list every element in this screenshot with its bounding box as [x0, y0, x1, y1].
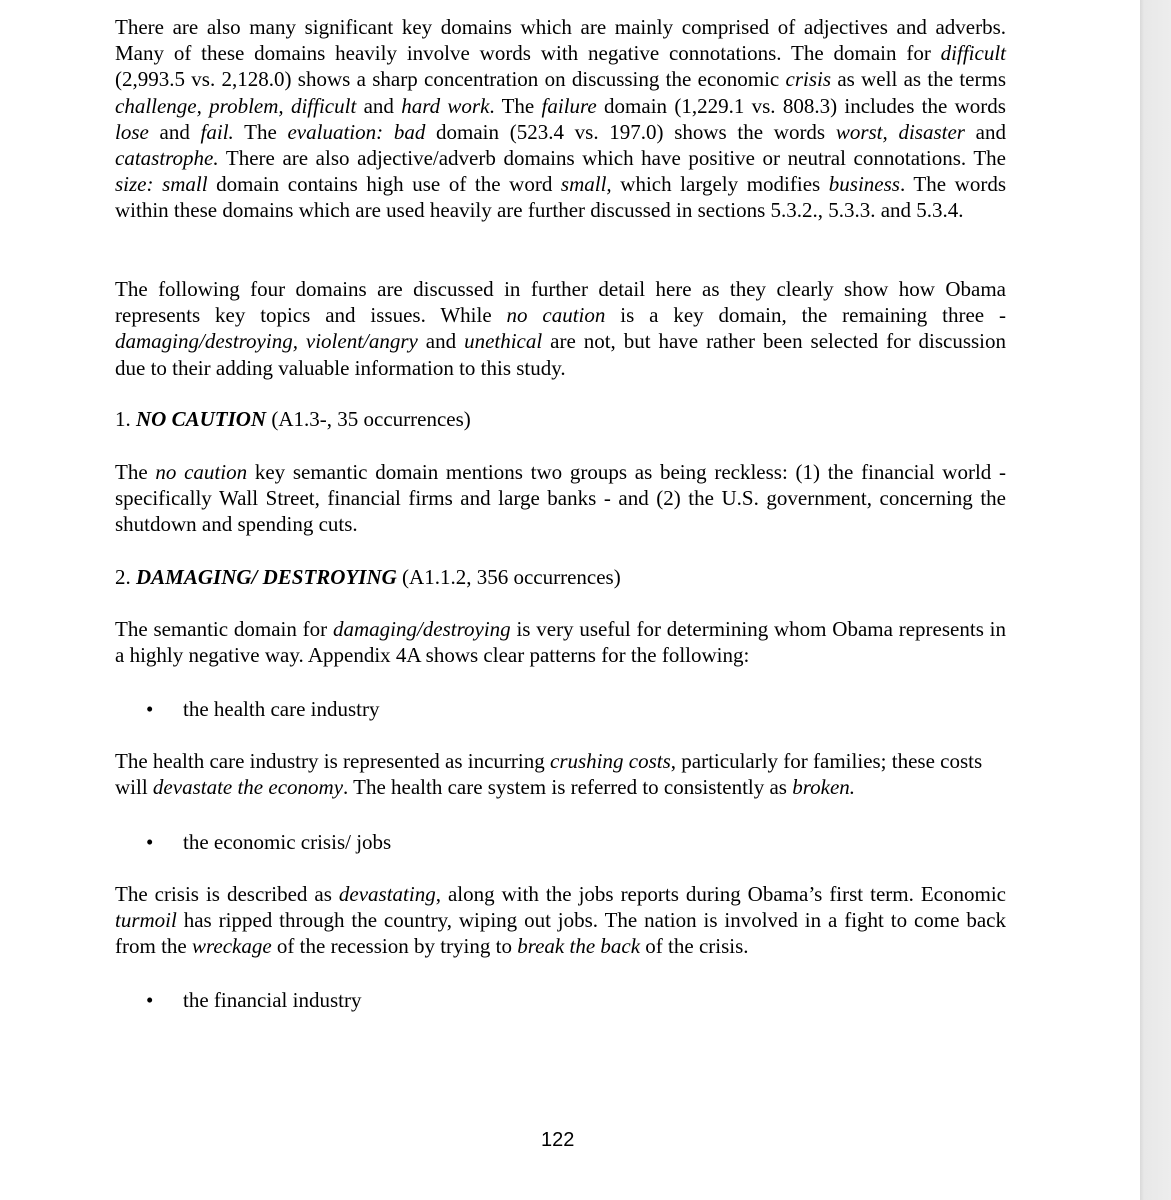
- italic-text: devastate the economy: [152, 775, 344, 800]
- bullet-text: the economic crisis/ jobs: [183, 830, 392, 854]
- paragraph-adjective-domains: [115, 14, 1006, 224]
- paragraph-four-domains: [115, 276, 1006, 381]
- paragraph-health-care: [115, 748, 1006, 800]
- italic-text: difficult: [940, 41, 1006, 66]
- heading-no-caution: [115, 406, 1006, 432]
- italic-text: crushing costs: [550, 749, 671, 773]
- text-run: The: [233, 119, 288, 144]
- text-run: The health care industry is represented as incurring: [115, 749, 551, 773]
- paragraph-text: [115, 14, 1006, 224]
- bullet-health-care: [146, 696, 380, 722]
- text-run: has ripped through the country, wiping out jobs. The nation is involved in a fight to come back from the: [115, 908, 1006, 959]
- paragraph-damaging-destroying: [115, 616, 1006, 668]
- text-run: and: [356, 93, 402, 118]
- bullet-icon: •: [146, 830, 154, 854]
- italic-text: small,: [560, 172, 612, 197]
- italic-text: no caution: [155, 460, 248, 484]
- italic-text: challenge, problem, difficult: [115, 93, 357, 118]
- heading-number: 2.: [115, 565, 136, 589]
- italic-text: damaging/destroying, violent/angry: [115, 329, 418, 354]
- paragraph-text: [115, 881, 1006, 960]
- italic-text: evaluation: bad: [287, 119, 426, 144]
- bullet-icon: •: [146, 697, 154, 721]
- text-run: is a key domain, the remaining three -: [605, 303, 1006, 328]
- paragraph-text: [115, 459, 1006, 538]
- text-run: There are also adjective/adverb domains which have positive or neutral connotations. The: [218, 146, 1006, 171]
- italic-text: devastating: [338, 882, 436, 906]
- italic-text: failure: [541, 93, 597, 118]
- text-run: domain contains high use of the word: [207, 172, 561, 197]
- italic-text: fail.: [200, 119, 234, 144]
- italic-text: unethical: [464, 329, 543, 354]
- text-run: The: [115, 460, 156, 484]
- text-run: which largely modifies: [611, 172, 829, 197]
- italic-text: break the back: [517, 934, 641, 959]
- text-run: There are also many significant key domains which are mainly comprised of adjectives and adverbs. Many of these domains heavily involve words with negative connotations. The domain for: [115, 15, 1006, 66]
- paragraph-text: [115, 276, 1006, 381]
- italic-text: crisis: [785, 67, 832, 92]
- italic-text: business: [828, 172, 900, 197]
- heading-detail: (A1.1.2, 356 occurrences): [396, 565, 621, 589]
- italic-text: hard work: [401, 93, 490, 118]
- italic-text: catastrophe.: [115, 146, 219, 171]
- text-run: . The: [489, 93, 542, 118]
- text-run: The crisis is described as: [115, 882, 339, 906]
- italic-text: no caution: [506, 303, 606, 328]
- italic-text: lose: [115, 119, 149, 144]
- text-run: and: [964, 119, 1006, 144]
- heading-title: DAMAGING/ DESTROYING: [136, 565, 397, 589]
- text-run: domain (523.4 vs. 197.0) shows the words: [425, 119, 836, 144]
- text-run: of the crisis.: [640, 934, 749, 959]
- bullet-economic-crisis: [146, 829, 391, 855]
- page-number: 122: [541, 1129, 575, 1151]
- italic-text: size: small: [115, 172, 208, 197]
- bullet-text: the health care industry: [183, 697, 380, 721]
- text-run: domain (1,229.1 vs. 808.3) includes the words: [596, 93, 1006, 118]
- paragraph-no-caution: [115, 459, 1006, 538]
- text-run: The following four domains are discussed in further detail here as they clearly show how Obama represents key topics and issues. While: [115, 277, 1006, 328]
- text-run: The semantic domain for: [115, 617, 333, 641]
- italic-text: broken.: [792, 775, 856, 800]
- text-run: key semantic domain mentions two groups as being reckless: (1) the financial world - specifically Wall Street, financial firms and large banks - and (2) the U.S. government, concerning the shutdown and spending cuts.: [115, 460, 1006, 537]
- bullet-icon: •: [146, 988, 154, 1012]
- italic-text: turmoil: [115, 908, 177, 933]
- heading-number: 1.: [115, 407, 136, 431]
- text-run: is very useful for determining whom Obama represents in a highly negative way. Appendix 4A shows clear patterns for the following:: [115, 617, 1006, 668]
- italic-text: wreckage: [191, 934, 272, 959]
- paragraph-text: [115, 748, 1006, 800]
- text-run: of the recession by trying to: [271, 934, 518, 959]
- heading-detail: (A1.3-, 35 occurrences): [266, 407, 471, 431]
- text-run: . The words within these domains which are used heavily are further discussed in sections 5.3.2., 5.3.3. and 5.3.4.: [115, 172, 1006, 223]
- text-run: as well as the terms: [831, 67, 1006, 92]
- text-run: are not, but have rather been selected for discussion due to their adding valuable information to this study.: [115, 329, 1007, 380]
- paragraph-text: [115, 616, 1006, 668]
- paragraph-economic-crisis: [115, 881, 1006, 960]
- text-run: . The health care system is referred to consistently as: [343, 775, 793, 800]
- italic-text: damaging/destroying: [332, 617, 511, 641]
- heading-title: NO CAUTION: [136, 407, 267, 431]
- page-edge-shadow: [1140, 0, 1171, 1200]
- italic-text: worst, disaster: [835, 119, 965, 144]
- text-run: and: [148, 119, 201, 144]
- heading-damaging-destroying: [115, 564, 1006, 590]
- text-run: (2,993.5 vs. 2,128.0) shows a sharp concentration on discussing the economic: [115, 67, 786, 92]
- bullet-text: the financial industry: [183, 988, 362, 1012]
- text-run: and: [417, 329, 465, 354]
- text-run: , particularly for families; these costs will: [115, 749, 983, 800]
- bullet-financial-industry: [146, 987, 361, 1013]
- text-run: , along with the jobs reports during Obama’s first term. Economic: [435, 882, 1006, 906]
